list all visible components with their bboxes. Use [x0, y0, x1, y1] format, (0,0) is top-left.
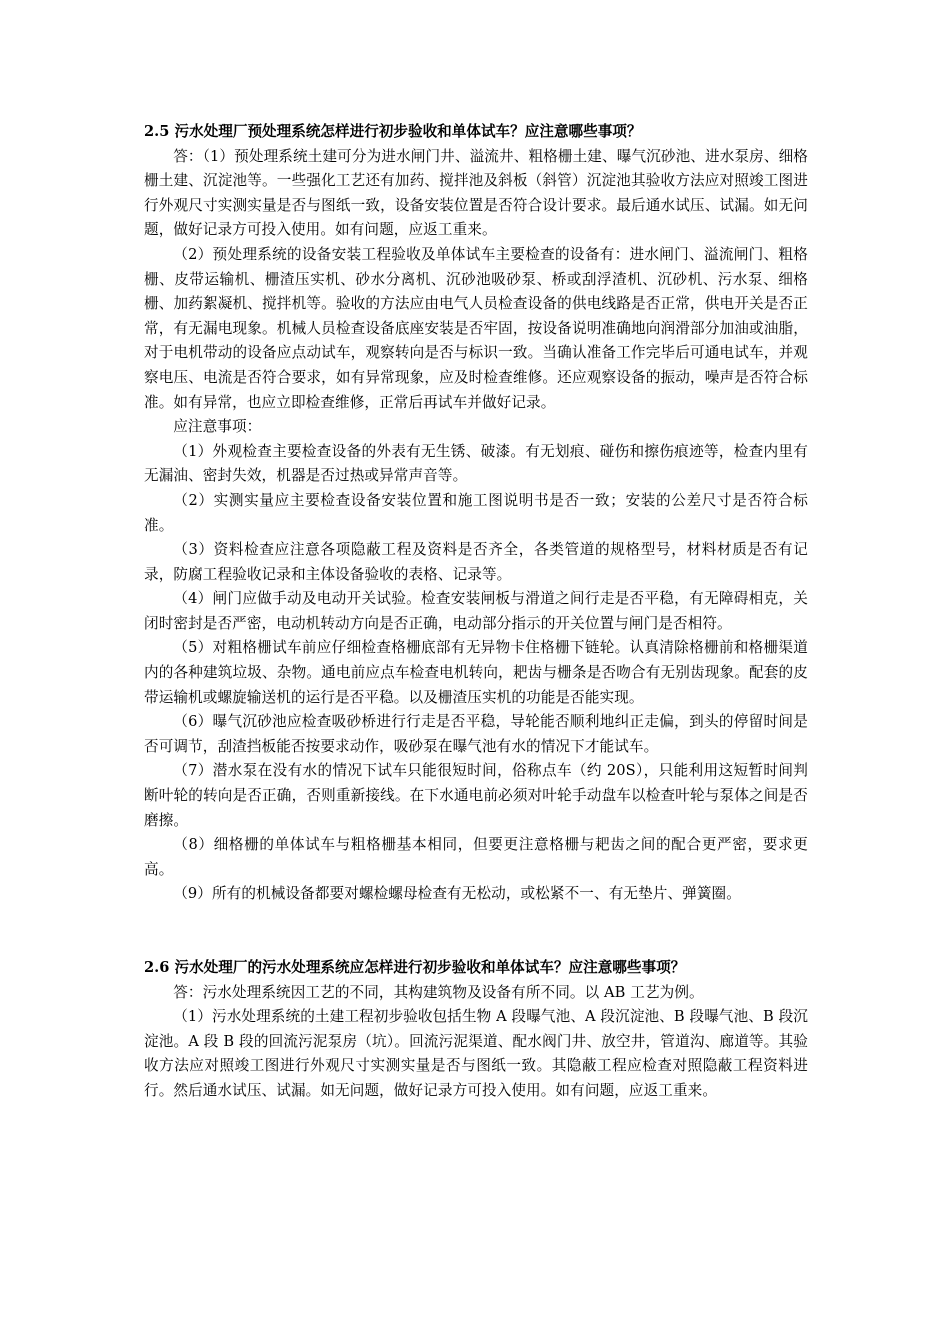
paragraph: （4）闸门应做手动及电动开关试验。检查安装闸板与滑道之间行走是否平稳，有无障碍相克，关闭时密封是否严密，电动机转动方向是否正确，电动部分指示的开关位置与闸门是否相符。 [144, 590, 808, 632]
paragraph: （1）外观检查主要检查设备的外表有无生锈、破漆。有无划痕、碰伤和擦伤痕迹等，检查内里有无漏油、密封失效，机器是否过热或异常声音等。 [144, 442, 808, 485]
section-heading: 2.5 污水处理厂预处理系统怎样进行初步验收和单体试车？应注意哪些事项？ [144, 123, 642, 140]
paragraph: 应注意事项： [173, 418, 262, 436]
paragraph: （2）预处理系统的设备安装工程验收及单体试车主要检查的设备有：进水闸门、溢流闸门、粗格栅、皮带运输机、栅渣压实机、砂水分离机、沉砂池吸砂泵、桥或刮浮渣机、沉砂机、污水泵、细格栅、加药絮凝机、搅拌机等。验收的方法应由电气人员检查设备的供电线路是否正常，供电开关是否正常，有无漏电现象。机械人员检查设备底座安装是否牢固，按设备说明准确地向润滑部分加油或油脂，对于电机带动的设备应点动试车，观察转向是否与标识一致。当确认准备工作完毕后可通电试车，并观察电压、电流是否符合要求，如有异常现象，应及时检查维修。还应观察设备的振动，噪声是否符合标准。如有异常，也应立即检查维修，正常后再试车并做好记录。 [144, 245, 808, 411]
paragraph: 答：污水处理系统因工艺的不同，其构建筑物及设备有所不同。以 AB 工艺为例。 [173, 983, 704, 1001]
paragraph: （3）资料检查应注意各项隐蔽工程及资料是否齐全，各类管道的规格型号，材料材质是否有记录，防腐工程验收记录和主体设备验收的表格、记录等。 [144, 541, 808, 583]
section-2-5 [144, 120, 808, 907]
paragraph: （1）污水处理系统的土建工程初步验收包括生物 A 段曝气池、A 段沉淀池、B 段曝气池、B 段沉淀池。A 段 B 段的回流污泥泵房（坑）。回流污泥渠道、配水阀门井、放空井，管道沟、廊道等。其验收方法应对照竣工图进行外观尺寸实测实量是否与图纸一致。其隐蔽工程应检查对照隐蔽工程资料进行。然后通水试压、试漏。如无问题，做好记录方可投入使用。如有问题，应返工重来。 [144, 1008, 808, 1099]
paragraph: （5）对粗格栅试车前应仔细检查格栅底部有无异物卡住格栅下链轮。认真清除格栅前和格栅渠道内的各种建筑垃圾、杂物。通电前应点车检查电机转向，耙齿与栅条是否吻合有无别齿现象。配套的皮带运输机或螺旋输送机的运行是否平稳。以及栅渣压实机的功能是否能实现。 [144, 639, 808, 706]
paragraph: （8）细格栅的单体试车与粗格栅基本相同，但要更注意格栅与耙齿之间的配合更严密，要求更高。 [144, 836, 808, 878]
paragraph: （7）潜水泵在没有水的情况下试车只能很短时间，俗称点车（约 20S），只能利用这短暂时间判断叶轮的转向是否正确，否则重新接线。在下水通电前必须对叶轮手动盘车以检查叶轮与泵体之间是否磨擦。 [144, 762, 808, 829]
paragraph: （2）实测实量应主要检查设备安装位置和施工图说明书是否一致；安装的公差尺寸是否符合标准。 [144, 491, 808, 534]
section-heading: 2.6 污水处理厂的污水处理系统应怎样进行初步验收和单体试车？应注意哪些事项？ [144, 959, 686, 976]
section-2-6 [144, 956, 808, 1104]
document-body [144, 120, 808, 1104]
paragraph: 答：（1）预处理系统土建可分为进水闸门井、溢流井、粗格栅土建、曝气沉砂池、进水泵房、细格栅土建、沉淀池等。一些强化工艺还有加药、搅拌池及斜板（斜管）沉淀池其验收方法应对照竣工图进行外观尺寸实测实量是否与图纸一致，设备安装位置是否符合设计要求。最后通水试压、试漏。如无问题，做好记录方可投入使用。如有问题，应返工重来。 [144, 147, 808, 239]
section-spacer [144, 907, 808, 956]
paragraph: （6）曝气沉砂池应检查吸砂桥进行行走是否平稳，导轮能否顺利地纠正走偏，到头的停留时间是否可调节，刮渣挡板能否按要求动作，吸砂泵在曝气池有水的情况下才能试车。 [144, 713, 808, 755]
paragraph: （9）所有的机械设备都要对螺检螺母检查有无松动，或松紧不一、有无垫片、弹簧圈。 [173, 885, 741, 903]
